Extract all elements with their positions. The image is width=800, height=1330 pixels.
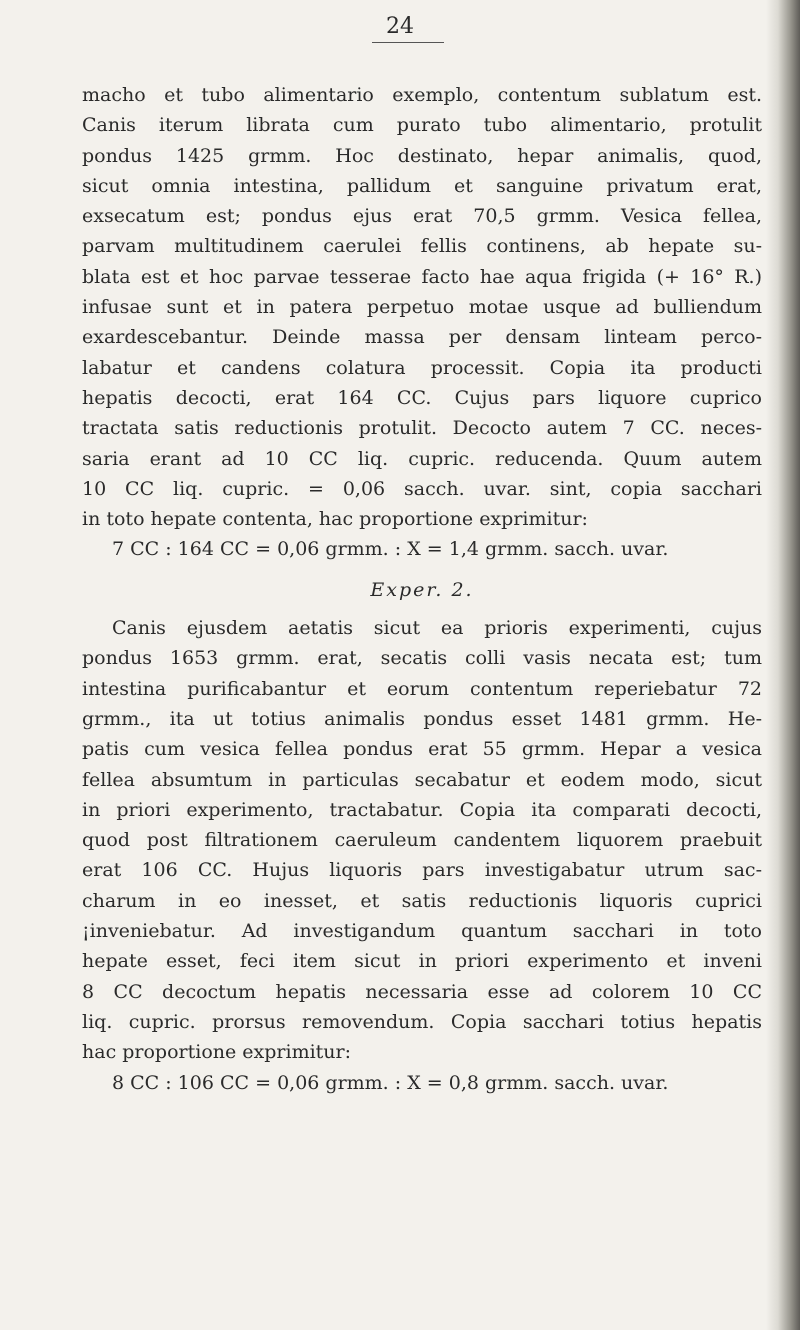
text-line: charum in eo inesset, et satis reductionis liquoris cuprici bbox=[82, 889, 762, 912]
text-line: Canis ejusdem aetatis sicut ea prioris experimenti, cujus bbox=[112, 617, 762, 640]
text-line: patis cum vesica fellea pondus erat 55 grmm. Hepar a vesica bbox=[82, 738, 762, 761]
text-line: macho et tubo alimentario exemplo, contentum sublatum est. bbox=[82, 84, 762, 106]
text-line: pondus 1653 grmm. erat, secatis colli vasis necata est; tum bbox=[82, 647, 762, 670]
text-line: pondus 1425 grmm. Hoc destinato, hepar animalis, quod, bbox=[82, 144, 762, 167]
text-line: hac proportione exprimitur: bbox=[82, 1041, 352, 1064]
body-text bbox=[82, 80, 762, 1098]
text-line: grmm., ita ut totius animalis pondus esset 1481 grmm. He- bbox=[82, 707, 762, 730]
text-line: labatur et candens colatura processit. Copia ita producti bbox=[82, 356, 762, 379]
text-line: in toto hepate contenta, hac proportione exprimitur: bbox=[82, 508, 588, 531]
text-line: blata est et hoc parvae tesserae facto hae aqua frigida (+ 16° R.) bbox=[82, 265, 762, 288]
page-number: 24 bbox=[386, 14, 414, 39]
text-line: parvam multitudinem caerulei fellis continens, ab hepate su- bbox=[82, 235, 762, 258]
text-line: exardescebantur. Deinde massa per densam linteam perco- bbox=[82, 326, 762, 349]
page-number-rule bbox=[372, 42, 444, 43]
text-line: exsecatum est; pondus ejus erat 70,5 grmm. Vesica fellea, bbox=[82, 205, 762, 228]
text-line: sicut omnia intestina, pallidum et sanguine privatum erat, bbox=[82, 174, 762, 197]
text-line: infusae sunt et in patera perpetuo motae usque ad bulliendum bbox=[82, 296, 762, 319]
experiment-heading: Exper. 2. bbox=[370, 578, 474, 601]
text-line: in priori experimento, tractabatur. Copia ita comparati decocti, bbox=[82, 798, 762, 821]
text-line: hepatis decocti, erat 164 CC. Cujus pars liquore cuprico bbox=[82, 386, 762, 409]
text-line: liq. cupric. prorsus removendum. Copia sacchari totius hepatis bbox=[82, 1010, 762, 1033]
text-line: 8 CC decoctum hepatis necessaria esse ad colorem 10 CC bbox=[82, 980, 762, 1003]
text-line: saria erant ad 10 CC liq. cupric. reducenda. Quum autem bbox=[82, 447, 762, 470]
formula-2: 8 CC : 106 CC = 0,06 grmm. : X = 0,8 grmm. sacch. uvar. bbox=[112, 1071, 669, 1094]
paragraph-experiment-2 bbox=[82, 613, 762, 1098]
text-line: erat 106 CC. Hujus liquoris pars investigabatur utrum sac- bbox=[82, 859, 762, 882]
text-line: tractata satis reductionis protulit. Decocto autem 7 CC. neces- bbox=[82, 417, 762, 440]
page-edge-shadow bbox=[766, 0, 800, 1330]
formula-1: 7 CC : 164 CC = 0,06 grmm. : X = 1,4 grmm. sacch. uvar. bbox=[112, 538, 669, 561]
text-line: Canis iterum librata cum purato tubo alimentario, protulit bbox=[82, 114, 762, 137]
text-line: 10 CC liq. cupric. = 0,06 sacch. uvar. sint, copia sacchari bbox=[82, 477, 762, 500]
text-line: ¡inveniebatur. Ad investigandum quantum sacchari in toto bbox=[82, 920, 762, 943]
text-line: intestina purificabantur et eorum contentum reperiebatur 72 bbox=[82, 677, 762, 700]
paragraph-experiment-1 bbox=[82, 80, 762, 565]
text-line: hepate esset, feci item sicut in priori experimento et inveni bbox=[82, 950, 762, 973]
text-line: fellea absumtum in particulas secabatur et eodem modo, sicut bbox=[82, 768, 762, 791]
text-line: quod post filtrationem caeruleum candentem liquorem praebuit bbox=[82, 829, 762, 852]
